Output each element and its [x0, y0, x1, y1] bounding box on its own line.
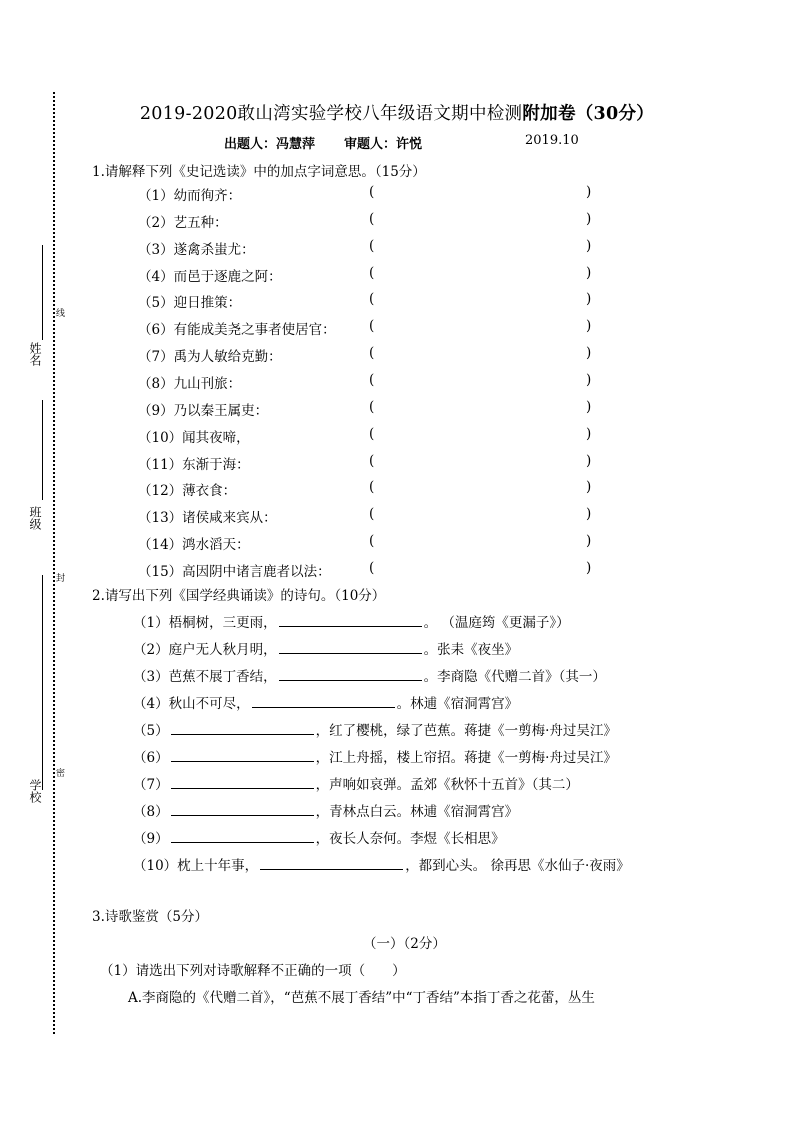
page-title	[0, 100, 794, 125]
q1-item-text: （5）迎日推策：	[138, 295, 242, 311]
q2-answer-blank[interactable]	[171, 802, 314, 816]
q2-answer-blank[interactable]	[279, 640, 422, 654]
q2-line-prefix: （5）	[133, 723, 169, 739]
q2-line-suffix: ，江上舟摇，楼上帘招。蒋捷《一剪梅·舟过吴江》	[315, 750, 617, 766]
q2-line-prefix: （10）枕上十年事，	[133, 858, 259, 874]
q2-line-suffix: 。李商隐《代赠二首》（其一）	[423, 669, 606, 685]
q1-answer-open-paren: (	[369, 560, 375, 576]
q2-line	[133, 854, 630, 874]
q1-item-text: （6）有能成美尧之事者使居官：	[138, 322, 336, 338]
binding-line-mark: 线	[54, 308, 64, 317]
class-label: 班级	[28, 506, 42, 530]
q2-line	[133, 800, 518, 820]
q2-heading: 2.请写出下列《国学经典诵读》的诗句。（10分）	[92, 588, 386, 604]
q1-answer-close-paren: )	[586, 399, 592, 415]
q3-question: （1）请选出下列对诗歌解释不正确的一项（ ）	[100, 963, 406, 979]
q1-answer-close-paren: )	[586, 506, 592, 522]
q1-answer-close-paren: )	[586, 238, 592, 254]
q2-line-suffix: 。张耒《夜坐》	[423, 642, 519, 658]
q1-answer-open-paren: (	[369, 238, 375, 254]
q1-answer-close-paren: )	[586, 372, 592, 388]
binding-dense-mark: 密	[54, 768, 64, 777]
q1-answer-open-paren: (	[369, 479, 375, 495]
q1-answer-close-paren: )	[586, 345, 592, 361]
q1-item-text: （13）诸侯咸来宾从：	[138, 510, 277, 526]
q1-answer-open-paren: (	[369, 291, 375, 307]
q1-answer-open-paren: (	[369, 318, 375, 334]
name-label: 姓名	[28, 342, 42, 366]
q1-answer-open-paren: (	[369, 211, 375, 227]
q1-item-text: （8）九山刊旅：	[138, 376, 242, 392]
q2-answer-blank[interactable]	[252, 694, 395, 708]
q1-answer-close-paren: )	[586, 533, 592, 549]
school-label: 学校	[28, 779, 42, 803]
name-underline	[42, 245, 43, 340]
q2-answer-blank[interactable]	[171, 721, 314, 735]
q1-item-text: （4）而邑于逐鹿之阿：	[138, 269, 282, 285]
q3-option-a: A.李商隐的《代赠二首》，“芭蕉不展丁香结”中“丁香结”本指丁香之花蕾，丛生	[128, 990, 595, 1006]
q2-answer-blank[interactable]	[279, 613, 422, 627]
q2-line-suffix: ，都到心头。 徐再思《水仙子·夜雨》	[405, 858, 630, 874]
q2-line-prefix: （6）	[133, 750, 169, 766]
q1-answer-close-paren: )	[586, 560, 592, 576]
q2-line-suffix: 。 （温庭筠《更漏子》）	[423, 615, 570, 631]
q2-line-prefix: （8）	[133, 804, 169, 820]
q2-line-prefix: （7）	[133, 777, 169, 793]
q1-item-text: （2）艺五种：	[138, 215, 228, 231]
reviewer-label: 审题人：许悦	[344, 137, 423, 152]
q3-subheading: （一）（2分）	[363, 936, 446, 952]
q1-answer-open-paren: (	[369, 399, 375, 415]
q1-answer-open-paren: (	[369, 372, 375, 388]
q2-line	[133, 638, 518, 658]
title-main: 2019-2020敢山湾实验学校八年级语文期中检测	[139, 104, 523, 124]
q2-line	[133, 719, 617, 739]
q2-line-suffix: ，青林点白云。林逋《宿洞霄宫》	[315, 804, 519, 820]
q1-item-text: （1）幼而徇齐：	[138, 188, 242, 204]
author-label: 出题人：冯慧萍	[224, 137, 316, 152]
q2-line-prefix: （3）芭蕉不展丁香结，	[133, 669, 277, 685]
q1-item-text: （15）高因阴中诸言鹿者以法：	[138, 564, 331, 580]
q2-line-prefix: （2）庭户无人秋月明，	[133, 642, 277, 658]
binding-dotted-line	[53, 92, 55, 1034]
q2-line	[133, 746, 617, 766]
q1-item-text: （14）鸿水滔天：	[138, 537, 250, 553]
title-suffix: 附加卷（30分）	[522, 104, 655, 124]
q1-answer-close-paren: )	[586, 318, 592, 334]
q1-item-text: （10）闻其夜啼，	[138, 430, 250, 446]
q2-line-suffix: ，红了樱桃，绿了芭蕉。蒋捷《一剪梅·舟过吴江》	[315, 723, 617, 739]
q1-item-text: （12）薄衣食：	[138, 483, 237, 499]
q2-line-prefix: （9）	[133, 831, 169, 847]
q2-answer-blank[interactable]	[260, 856, 403, 870]
q2-line	[133, 611, 570, 631]
q1-answer-close-paren: )	[586, 265, 592, 281]
q1-answer-close-paren: )	[586, 453, 592, 469]
q2-line	[133, 665, 606, 685]
q2-answer-blank[interactable]	[171, 775, 314, 789]
q1-answer-open-paren: (	[369, 453, 375, 469]
q1-item-text: （11）东渐于海：	[138, 457, 250, 473]
binding-seal-mark: 封	[54, 573, 64, 582]
class-underline	[42, 400, 43, 500]
q2-answer-blank[interactable]	[279, 667, 422, 681]
q2-line-prefix: （4）秋山不可尽，	[133, 696, 250, 712]
q1-item-text: （9）乃以秦王属吏：	[138, 403, 269, 419]
q1-item-text: （3）遂禽杀蚩尤：	[138, 242, 255, 258]
q2-line-prefix: （1）梧桐树，三更雨，	[133, 615, 277, 631]
q2-answer-blank[interactable]	[171, 829, 314, 843]
q2-line-suffix: ，夜长人奈何。李煜《长相思》	[315, 831, 505, 847]
q1-answer-open-paren: (	[369, 426, 375, 442]
q1-answer-close-paren: )	[586, 426, 592, 442]
q1-answer-open-paren: (	[369, 533, 375, 549]
date-label: 2019.10	[525, 133, 579, 148]
q2-answer-blank[interactable]	[171, 748, 314, 762]
q1-answer-close-paren: )	[586, 479, 592, 495]
q1-answer-open-paren: (	[369, 506, 375, 522]
q1-answer-open-paren: (	[369, 345, 375, 361]
q1-answer-open-paren: (	[369, 184, 375, 200]
q1-answer-open-paren: (	[369, 265, 375, 281]
q1-item-text: （7）禹为人敏给克勤：	[138, 349, 282, 365]
q2-line	[133, 827, 505, 847]
school-underline	[42, 575, 43, 790]
q2-line	[133, 773, 579, 793]
q1-answer-close-paren: )	[586, 291, 592, 307]
q1-heading: 1.请解释下列《史记选读》中的加点字词意思。（15分）	[92, 164, 426, 180]
q2-line	[133, 692, 518, 712]
q1-answer-close-paren: )	[586, 211, 592, 227]
q2-line-suffix: ，声响如哀弹。孟郊《秋怀十五首》（其二）	[315, 777, 579, 793]
q3-heading: 3.诗歌鉴赏（5分）	[92, 909, 208, 925]
q2-line-suffix: 。林逋《宿洞霄宫》	[396, 696, 519, 712]
q1-answer-close-paren: )	[586, 184, 592, 200]
